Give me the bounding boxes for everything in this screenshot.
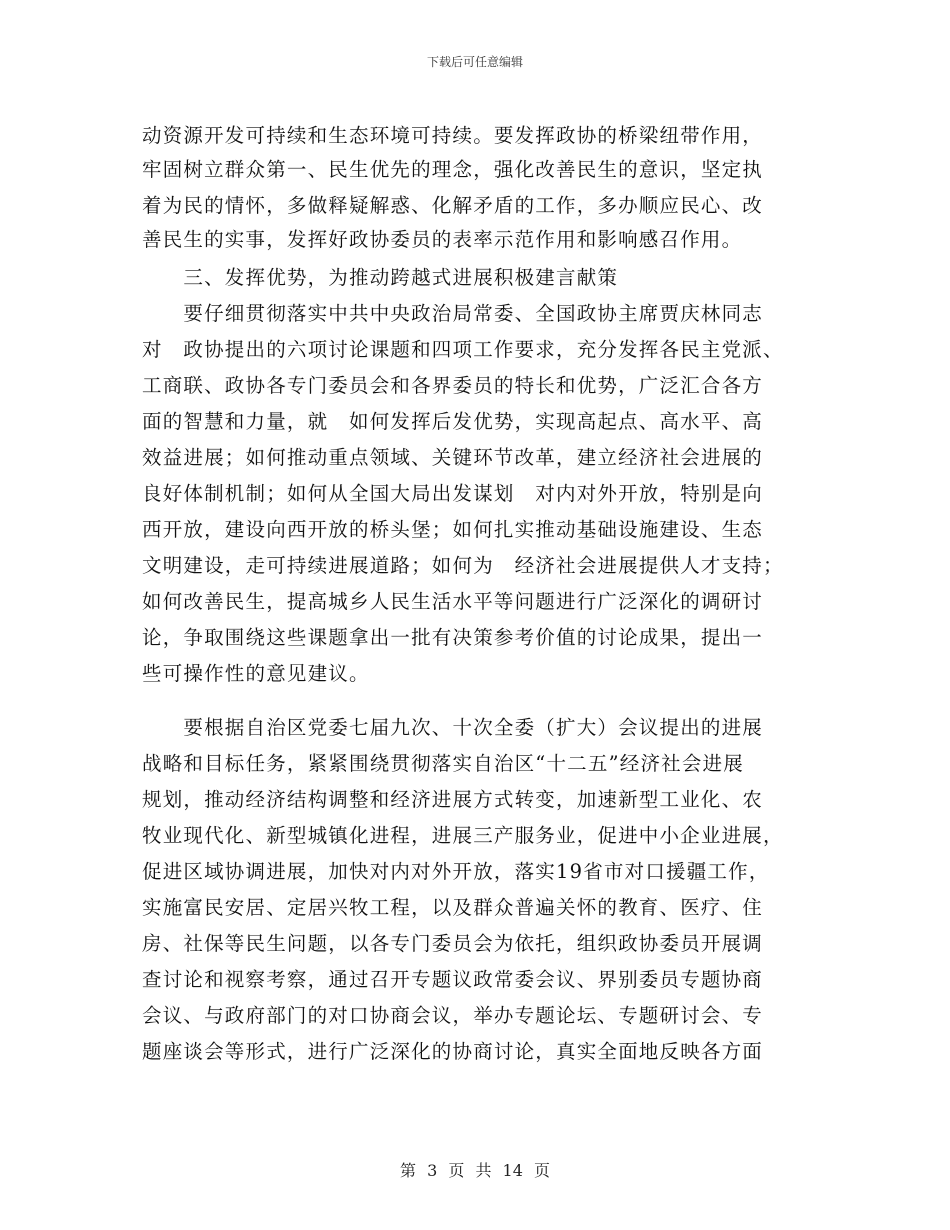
- text-line: 良好体制机制；如何从全国大局出发谋划 对内对外开放，特别是向: [142, 482, 764, 505]
- text-line: 工商联、政协各专门委员会和各界委员的特长和优势，广泛汇合各方: [142, 374, 764, 397]
- text-line: 面的智慧和力量，就 如何发挥后发优势，实现高起点、高水平、高: [142, 410, 764, 433]
- text-line: 动资源开发可持续和生态环境可持续。要发挥政协的桥梁纽带作用，: [142, 124, 764, 147]
- text-line: 西开放，建设向西开放的桥头堡；如何扎实推动基础设施建设、生态: [142, 518, 764, 541]
- text-line: 着为民的情怀，多做释疑解惑、化解矛盾的工作，多办顺应民心、改: [142, 194, 764, 217]
- text-line: 对 政协提出的六项讨论课题和四项工作要求，充分发挥各民主党派、: [142, 338, 784, 361]
- text-line: 三、发挥优势，为推动跨越式进展积极建言献策: [142, 266, 619, 289]
- text-line: 战略和目标任务，紧紧围绕贯彻落实自治区“十二五”经济社会进展: [142, 752, 744, 775]
- text-line: 房、社保等民生问题，以各专门委员会为依托，组织政协委员开展调: [142, 932, 764, 955]
- text-line: 促进区域协调进展，加快对内对外开放，落实19省市对口援疆工作，: [142, 860, 770, 883]
- text-line: 要仔细贯彻落实中共中央政治局常委、全国政协主席贾庆林同志: [142, 302, 764, 325]
- page-footer: 第 3 页 共 14 页: [400, 1161, 550, 1180]
- text-line: 牢固树立群众第一、民生优先的理念，强化改善民生的意识，坚定执: [142, 158, 764, 181]
- text-line: 题座谈会等形式，进行广泛深化的协商讨论，真实全面地反映各方面: [142, 1040, 764, 1063]
- text-line: 善民生的实事，发挥好政协委员的表率示范作用和影响感召作用。: [142, 228, 743, 251]
- text-line: 查讨论和视察考察，通过召开专题议政常委会议、界别委员专题协商: [142, 968, 764, 991]
- page-header: 下载后可任意编辑: [426, 55, 523, 69]
- text-line: 效益进展；如何推动重点领域、关键环节改革，建立经济社会进展的: [142, 446, 764, 469]
- text-line: 如何改善民生，提高城乡人民生活水平等问题进行广泛深化的调研讨: [142, 590, 764, 613]
- text-line: 文明建设，走可持续进展道路；如何为 经济社会进展提供人才支持；: [142, 554, 784, 577]
- text-line: 牧业现代化、新型城镇化进程，进展三产服务业，促进中小企业进展，: [142, 824, 784, 847]
- text-line: 些可操作性的意见建议。: [142, 662, 370, 685]
- text-line: 要根据自治区党委七届九次、十次全委（扩大）会议提出的进展: [142, 716, 764, 739]
- text-line: 规划，推动经济结构调整和经济进展方式转变，加速新型工业化、农: [142, 788, 764, 811]
- text-line: 论，争取围绕这些课题拿出一批有决策参考价值的讨论成果，提出一: [142, 626, 764, 649]
- text-line: 会议、与政府部门的对口协商会议，举办专题论坛、专题研讨会、专: [142, 1004, 764, 1027]
- text-line: 实施富民安居、定居兴牧工程，以及群众普遍关怀的教育、医疗、住: [142, 896, 764, 919]
